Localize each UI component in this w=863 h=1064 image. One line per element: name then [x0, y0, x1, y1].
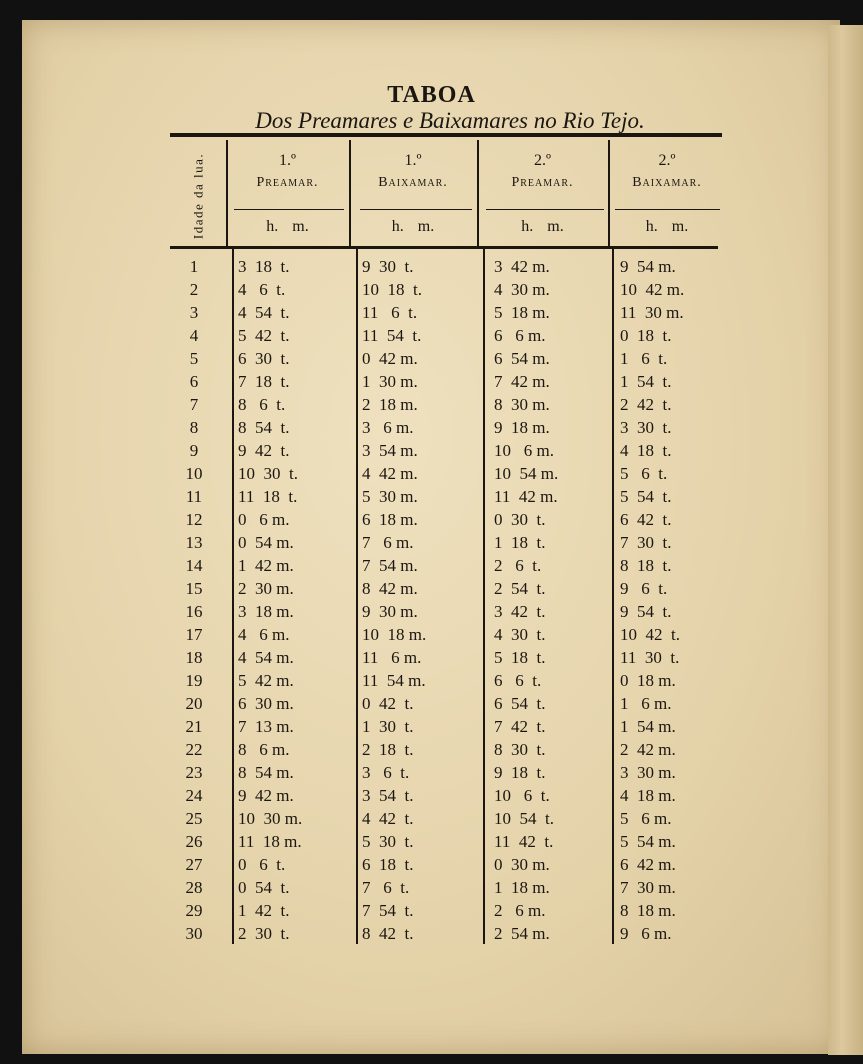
moon-age-label: Idade da lua.	[190, 152, 205, 240]
second-high-tide-cell: 10 54 m.	[494, 464, 559, 483]
first-low-tide-cell: 11 54 t.	[362, 326, 422, 345]
hm-label: h. m.	[391, 218, 435, 235]
first-high-tide-cell: 8 54 m.	[238, 763, 294, 782]
column-header-2	[349, 150, 477, 194]
second-high-tide-cell: 0 30 t.	[494, 510, 546, 529]
second-high-tide-cell: 5 18 m.	[494, 303, 550, 322]
first-high-tide-cell: 0 6 t.	[238, 855, 286, 874]
first-high-tide-cell: 6 30 m.	[238, 694, 294, 713]
header-bottom-rule	[170, 246, 718, 249]
table-row	[0, 255, 863, 278]
table-row	[0, 600, 863, 623]
second-low-tide-cell: 3 30 m.	[620, 763, 676, 782]
second-low-tide-cell: 2 42 t.	[620, 395, 672, 414]
table-row	[0, 807, 863, 830]
moon-age-cell: 6	[189, 372, 199, 391]
first-high-tide-cell: 0 6 m.	[238, 510, 290, 529]
second-high-tide-cell: 2 6 t.	[494, 556, 542, 575]
table-row	[0, 278, 863, 301]
second-low-tide-cell: 0 18 t.	[620, 326, 672, 345]
first-low-tide-cell: 3 6 t.	[362, 763, 410, 782]
first-low-tide-cell: 9 30 m.	[362, 602, 418, 621]
first-high-tide-cell: 1 42 m.	[238, 556, 294, 575]
table-row	[0, 347, 863, 370]
second-low-tide-cell: 0 18 m.	[620, 671, 676, 690]
moon-age-cell: 17	[185, 625, 203, 644]
second-low-tide-cell: 5 6 m.	[620, 809, 672, 828]
table-row	[0, 692, 863, 715]
second-low-tide-cell: 7 30 t.	[620, 533, 672, 552]
second-high-tide-cell: 10 6 t.	[494, 786, 550, 805]
second-low-tide-cell: 10 42 t.	[620, 625, 680, 644]
second-high-tide-cell: 6 54 m.	[494, 349, 550, 368]
second-high-tide-cell: 5 18 t.	[494, 648, 546, 667]
table-row	[0, 784, 863, 807]
second-high-tide-cell: 6 6 t.	[494, 671, 542, 690]
column-label: Baixamar.	[378, 175, 448, 190]
column-label: Baixamar.	[632, 175, 702, 190]
first-low-tide-cell: 5 30 m.	[362, 487, 418, 506]
moon-age-cell: 28	[185, 878, 203, 897]
moon-age-cell: 18	[185, 648, 203, 667]
column-ordinal: 2.º	[534, 152, 551, 169]
first-low-tide-cell: 4 42 m.	[362, 464, 418, 483]
table-row	[0, 301, 863, 324]
first-low-tide-cell: 6 18 t.	[362, 855, 414, 874]
moon-age-cell: 23	[185, 763, 203, 782]
moon-age-cell: 11	[185, 487, 203, 506]
table-row	[0, 623, 863, 646]
second-low-tide-cell: 1 54 m.	[620, 717, 676, 736]
table-row	[0, 922, 863, 945]
first-low-tide-cell: 11 6 t.	[362, 303, 418, 322]
first-high-tide-cell: 4 6 t.	[238, 280, 286, 299]
second-high-tide-cell: 2 54 m.	[494, 924, 550, 943]
first-high-tide-cell: 9 42 t.	[238, 441, 290, 460]
second-high-tide-cell: 1 18 m.	[494, 878, 550, 897]
second-low-tide-cell: 1 54 t.	[620, 372, 672, 391]
moon-age-cell: 10	[185, 464, 203, 483]
subheader-rule	[360, 209, 472, 210]
moon-age-cell: 29	[185, 901, 203, 920]
table-row	[0, 899, 863, 922]
table-row	[0, 531, 863, 554]
moon-age-cell: 12	[185, 510, 203, 529]
first-high-tide-cell: 2 30 t.	[238, 924, 290, 943]
first-low-tide-cell: 6 18 m.	[362, 510, 418, 529]
column-label: Preamar.	[511, 175, 574, 190]
table-row	[0, 462, 863, 485]
second-low-tide-cell: 5 54 m.	[620, 832, 676, 851]
moon-age-cell: 26	[185, 832, 203, 851]
first-high-tide-cell: 1 42 t.	[238, 901, 290, 920]
table-row	[0, 577, 863, 600]
second-low-tide-cell: 9 6 m.	[620, 924, 672, 943]
first-low-tide-cell: 0 42 m.	[362, 349, 418, 368]
second-high-tide-cell: 3 42 t.	[494, 602, 546, 621]
second-high-tide-cell: 9 18 t.	[494, 763, 546, 782]
first-low-tide-cell: 8 42 m.	[362, 579, 418, 598]
first-low-tide-cell: 3 6 m.	[362, 418, 414, 437]
second-high-tide-cell: 4 30 m.	[494, 280, 550, 299]
table-row	[0, 416, 863, 439]
column-header-4	[608, 150, 726, 194]
second-high-tide-cell: 11 42 t.	[494, 832, 554, 851]
second-high-tide-cell: 9 18 m.	[494, 418, 550, 437]
moon-age-cell: 25	[185, 809, 203, 828]
subheader-rule	[234, 209, 344, 210]
second-high-tide-cell: 10 6 m.	[494, 441, 554, 460]
column-ordinal: 1.º	[279, 152, 296, 169]
hm-label: h. m.	[266, 218, 309, 235]
table-row	[0, 508, 863, 531]
second-high-tide-cell: 7 42 t.	[494, 717, 546, 736]
table-subtitle: Dos Preamares e Baixamares no Rio Tejo.	[255, 108, 645, 133]
second-high-tide-cell: 2 54 t.	[494, 579, 546, 598]
second-high-tide-cell: 3 42 m.	[494, 257, 550, 276]
second-low-tide-cell: 1 6 m.	[620, 694, 672, 713]
first-low-tide-cell: 2 18 m.	[362, 395, 418, 414]
first-high-tide-cell: 10 30 m.	[238, 809, 303, 828]
moon-age-cell: 16	[185, 602, 203, 621]
first-low-tide-cell: 11 6 m.	[362, 648, 422, 667]
first-low-tide-cell: 3 54 m.	[362, 441, 418, 460]
first-high-tide-cell: 8 6 m.	[238, 740, 290, 759]
moon-age-cell: 7	[189, 395, 199, 414]
first-low-tide-cell: 4 42 t.	[362, 809, 414, 828]
first-high-tide-cell: 2 30 m.	[238, 579, 294, 598]
second-low-tide-cell: 10 42 m.	[620, 280, 685, 299]
hm-label: h. m.	[521, 218, 564, 235]
table-row	[0, 830, 863, 853]
second-low-tide-cell: 6 42 m.	[620, 855, 676, 874]
first-low-tide-cell: 10 18 m.	[362, 625, 427, 644]
first-high-tide-cell: 7 18 t.	[238, 372, 290, 391]
first-low-tide-cell: 7 54 t.	[362, 901, 414, 920]
table-row	[0, 324, 863, 347]
column-ordinal: 1.º	[404, 152, 422, 169]
moon-age-cell: 13	[185, 533, 203, 552]
table-row	[0, 853, 863, 876]
table-title: TABOA	[387, 82, 476, 108]
first-high-tide-cell: 5 42 t.	[238, 326, 290, 345]
column-label: Preamar.	[256, 175, 319, 190]
table-row	[0, 876, 863, 899]
second-low-tide-cell: 5 6 t.	[620, 464, 668, 483]
first-low-tide-cell: 3 54 t.	[362, 786, 414, 805]
second-low-tide-cell: 4 18 m.	[620, 786, 676, 805]
second-low-tide-cell: 11 30 t.	[620, 648, 680, 667]
first-high-tide-cell: 11 18 t.	[238, 487, 298, 506]
second-high-tide-cell: 10 54 t.	[494, 809, 554, 828]
moon-age-cell: 14	[185, 556, 203, 575]
moon-age-cell: 22	[185, 740, 203, 759]
first-high-tide-cell: 10 30 t.	[238, 464, 298, 483]
second-high-tide-cell: 11 42 m.	[494, 487, 558, 506]
second-low-tide-cell: 8 18 t.	[620, 556, 672, 575]
second-high-tide-cell: 4 30 t.	[494, 625, 546, 644]
first-low-tide-cell: 1 30 t.	[362, 717, 414, 736]
second-high-tide-cell: 1 18 t.	[494, 533, 546, 552]
moon-age-cell: 20	[185, 694, 203, 713]
first-high-tide-cell: 0 54 m.	[238, 533, 294, 552]
second-high-tide-cell: 8 30 t.	[494, 740, 546, 759]
table-row	[0, 485, 863, 508]
second-low-tide-cell: 9 6 t.	[620, 579, 668, 598]
column-ordinal: 2.º	[658, 152, 676, 169]
moon-age-cell: 24	[185, 786, 203, 805]
hm-label: h. m.	[645, 218, 689, 235]
first-high-tide-cell: 8 6 t.	[238, 395, 286, 414]
moon-age-cell: 19	[185, 671, 203, 690]
second-low-tide-cell: 6 42 t.	[620, 510, 672, 529]
second-high-tide-cell: 2 6 m.	[494, 901, 546, 920]
moon-age-header	[170, 142, 225, 250]
table-row	[0, 669, 863, 692]
first-low-tide-cell: 5 30 t.	[362, 832, 414, 851]
first-low-tide-cell: 11 54 m.	[362, 671, 426, 690]
table-row	[0, 554, 863, 577]
second-low-tide-cell: 9 54 t.	[620, 602, 672, 621]
moon-age-cell: 30	[185, 924, 203, 943]
moon-age-cell: 9	[189, 441, 199, 460]
first-low-tide-cell: 7 6 m.	[362, 533, 414, 552]
moon-age-cell: 1	[189, 257, 199, 276]
table-row	[0, 715, 863, 738]
second-low-tide-cell: 8 18 m.	[620, 901, 676, 920]
first-low-tide-cell: 8 42 t.	[362, 924, 414, 943]
second-low-tide-cell: 11 30 m.	[620, 303, 684, 322]
second-high-tide-cell: 7 42 m.	[494, 372, 550, 391]
moon-age-cell: 2	[189, 280, 199, 299]
moon-age-cell: 15	[185, 579, 203, 598]
moon-age-cell: 8	[189, 418, 199, 437]
first-high-tide-cell: 11 18 m.	[238, 832, 302, 851]
first-high-tide-cell: 5 42 m.	[238, 671, 294, 690]
moon-age-cell: 27	[185, 855, 203, 874]
table-row	[0, 761, 863, 784]
second-low-tide-cell: 1 6 t.	[620, 349, 668, 368]
first-low-tide-cell: 1 30 m.	[362, 372, 418, 391]
moon-age-cell: 4	[189, 326, 199, 345]
table-row	[0, 370, 863, 393]
second-low-tide-cell: 2 42 m.	[620, 740, 676, 759]
first-low-tide-cell: 2 18 t.	[362, 740, 414, 759]
moon-age-cell: 21	[185, 717, 203, 736]
second-low-tide-cell: 9 54 m.	[620, 257, 676, 276]
header-top-rule	[170, 133, 722, 137]
subheader-rule	[615, 209, 720, 210]
first-low-tide-cell: 10 18 t.	[362, 280, 422, 299]
column-header-1	[226, 150, 349, 194]
column-header-3	[477, 150, 608, 194]
table-row	[0, 393, 863, 416]
first-high-tide-cell: 3 18 t.	[238, 257, 290, 276]
first-low-tide-cell: 0 42 t.	[362, 694, 414, 713]
second-low-tide-cell: 3 30 t.	[620, 418, 672, 437]
second-high-tide-cell: 6 54 t.	[494, 694, 546, 713]
first-high-tide-cell: 8 54 t.	[238, 418, 290, 437]
table-row	[0, 646, 863, 669]
first-high-tide-cell: 4 54 t.	[238, 303, 290, 322]
first-high-tide-cell: 4 6 m.	[238, 625, 290, 644]
second-high-tide-cell: 0 30 m.	[494, 855, 550, 874]
table-row	[0, 738, 863, 761]
first-low-tide-cell: 7 54 m.	[362, 556, 418, 575]
subheader-rule	[486, 209, 604, 210]
moon-age-cell: 3	[189, 303, 199, 322]
second-low-tide-cell: 4 18 t.	[620, 441, 672, 460]
first-high-tide-cell: 0 54 t.	[238, 878, 290, 897]
first-low-tide-cell: 9 30 t.	[362, 257, 414, 276]
second-low-tide-cell: 5 54 t.	[620, 487, 672, 506]
first-high-tide-cell: 6 30 t.	[238, 349, 290, 368]
first-high-tide-cell: 7 13 m.	[238, 717, 294, 736]
moon-age-cell: 5	[189, 349, 199, 368]
first-low-tide-cell: 7 6 t.	[362, 878, 410, 897]
first-high-tide-cell: 9 42 m.	[238, 786, 294, 805]
second-high-tide-cell: 8 30 m.	[494, 395, 550, 414]
first-high-tide-cell: 3 18 m.	[238, 602, 294, 621]
table-row	[0, 439, 863, 462]
second-high-tide-cell: 6 6 m.	[494, 326, 546, 345]
second-low-tide-cell: 7 30 m.	[620, 878, 676, 897]
first-high-tide-cell: 4 54 m.	[238, 648, 294, 667]
